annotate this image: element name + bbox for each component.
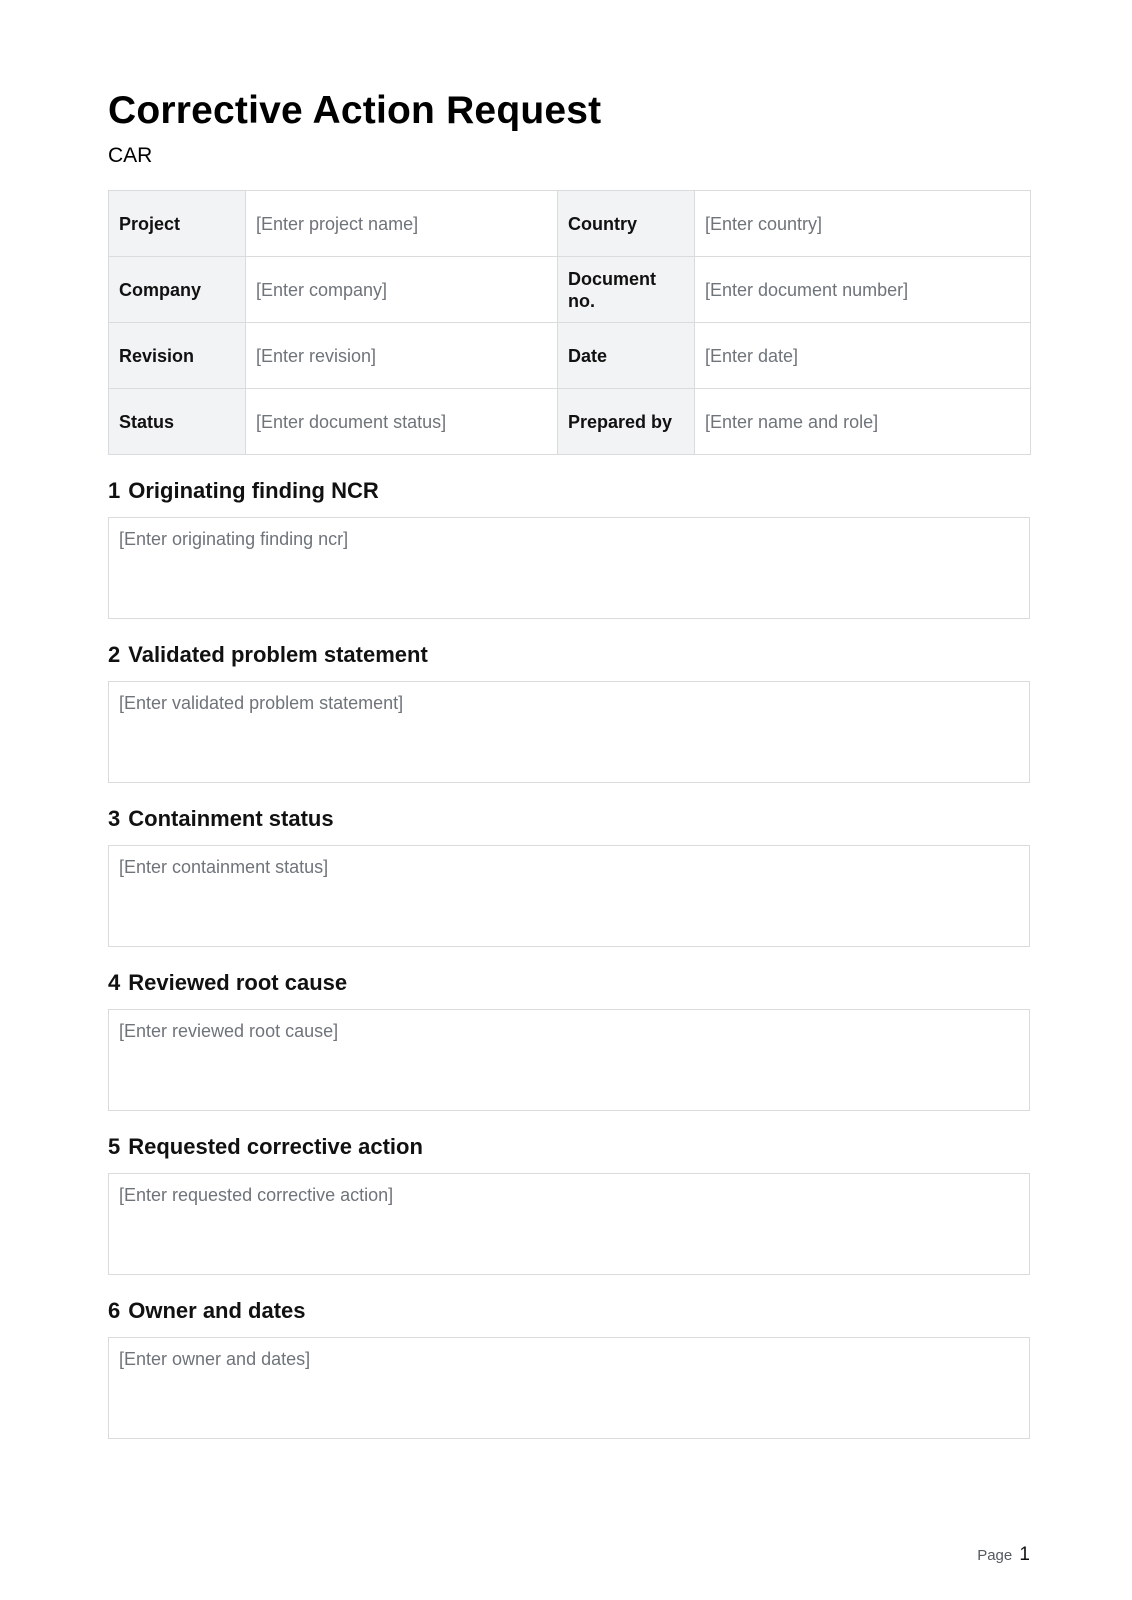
table-row	[109, 257, 1031, 323]
status-label: Status	[109, 389, 246, 455]
section-number: 5	[108, 1134, 121, 1159]
country-label: Country	[558, 191, 695, 257]
document-number-label: Document no.	[558, 257, 695, 323]
document-title: Corrective Action Request	[108, 89, 602, 132]
section-heading	[108, 1275, 1030, 1337]
owner-dates-field[interactable]: [Enter owner and dates]	[108, 1337, 1030, 1439]
section-originating-finding	[108, 455, 1030, 619]
problem-statement-field[interactable]: [Enter validated problem statement]	[108, 681, 1030, 783]
page-number: 1	[1019, 1544, 1030, 1565]
section-problem-statement	[108, 619, 1030, 783]
page-label: Page	[977, 1547, 1013, 1564]
table-row	[109, 323, 1031, 389]
section-owner-dates	[108, 1275, 1030, 1439]
date-field[interactable]: [Enter date]	[695, 323, 1031, 389]
table-row	[109, 389, 1031, 455]
document-info-table	[108, 190, 1031, 455]
section-heading	[108, 783, 1030, 845]
section-root-cause	[108, 947, 1030, 1111]
revision-field[interactable]: [Enter revision]	[246, 323, 558, 389]
section-title: Requested corrective action	[128, 1134, 423, 1159]
section-number: 1	[108, 478, 121, 503]
section-title: Reviewed root cause	[128, 970, 348, 995]
project-field[interactable]: [Enter project name]	[246, 191, 558, 257]
section-corrective-action	[108, 1111, 1030, 1275]
section-containment-status	[108, 783, 1030, 947]
document-page	[108, 86, 1030, 1439]
table-row	[109, 191, 1031, 257]
document-subtitle: CAR	[108, 144, 153, 167]
status-field[interactable]: [Enter document status]	[246, 389, 558, 455]
section-number: 3	[108, 806, 121, 831]
date-label: Date	[558, 323, 695, 389]
section-number: 4	[108, 970, 121, 995]
section-heading	[108, 947, 1030, 1009]
section-number: 2	[108, 642, 121, 667]
section-heading	[108, 619, 1030, 681]
corrective-action-field[interactable]: [Enter requested corrective action]	[108, 1173, 1030, 1275]
section-number: 6	[108, 1298, 121, 1323]
section-heading	[108, 455, 1030, 517]
root-cause-field[interactable]: [Enter reviewed root cause]	[108, 1009, 1030, 1111]
document-number-field[interactable]: [Enter document number]	[695, 257, 1031, 323]
section-title: Originating finding NCR	[128, 478, 379, 503]
revision-label: Revision	[109, 323, 246, 389]
prepared-by-field[interactable]: [Enter name and role]	[695, 389, 1031, 455]
project-label: Project	[109, 191, 246, 257]
page-footer	[977, 1544, 1030, 1566]
originating-finding-field[interactable]: [Enter originating finding ncr]	[108, 517, 1030, 619]
company-label: Company	[109, 257, 246, 323]
section-title: Owner and dates	[128, 1298, 306, 1323]
country-field[interactable]: [Enter country]	[695, 191, 1031, 257]
containment-status-field[interactable]: [Enter containment status]	[108, 845, 1030, 947]
prepared-by-label: Prepared by	[558, 389, 695, 455]
company-field[interactable]: [Enter company]	[246, 257, 558, 323]
section-title: Containment status	[128, 806, 334, 831]
section-heading	[108, 1111, 1030, 1173]
section-title: Validated problem statement	[128, 642, 428, 667]
